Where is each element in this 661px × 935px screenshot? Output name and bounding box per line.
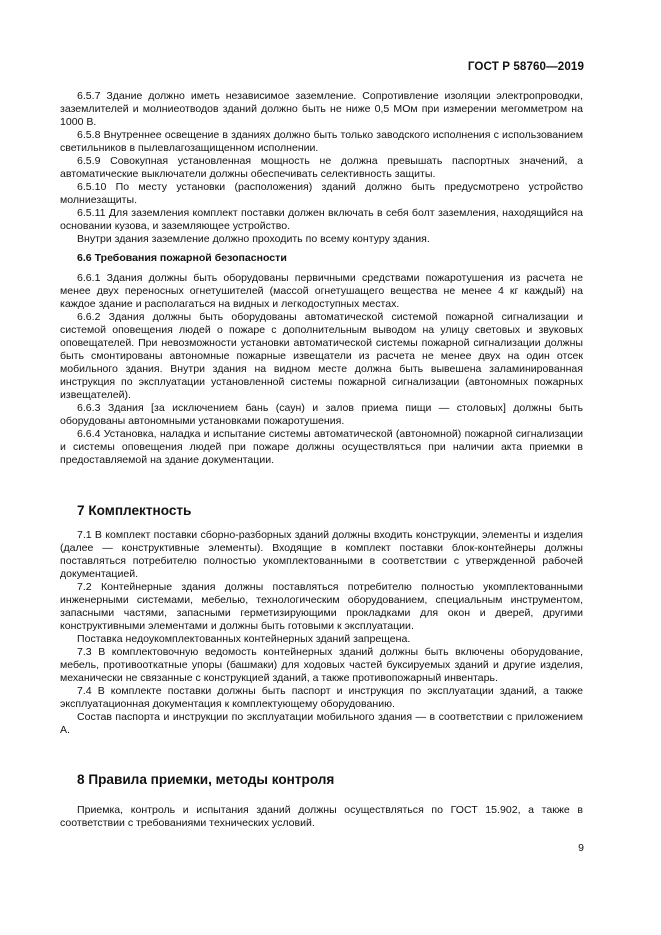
document-header: ГОСТ Р 58760—2019 (467, 60, 584, 73)
page-content (60, 90, 583, 830)
paragraph-7-4-note: Состав паспорта и инструкции по эксплуатации мобильного здания — в соответствии с приложением А. (60, 711, 583, 736)
paragraph-6-6-2: 6.6.2 Здания должны быть оборудованы автоматической системой пожарной сигнализации и системой оповещения людей о пожаре с дополнительным выводом на улицу световых и звуковых оповещателей. При невозможности установки автоматической системы пожарной сигнализации должны быть смонтированы автономные пожарные извещатели из расчета не менее двух на один отсек мобильного здания. Внутри здания на видном месте должна быть вывешена заламинированная инструкция по эксплуатации установленной системы пожарной сигнализации (автономных пожарных извещателей). (60, 311, 583, 401)
subheading-6-6: 6.6 Требования пожарной безопасности (77, 252, 287, 264)
section-6-6 (60, 272, 583, 467)
paragraph-6-5-7: 6.5.7 Здание должно иметь независимое заземление. Сопротивление изоляции электропроводки, заземлителей и молниеотводов зданий должно быть не ниже 0,5 МОм при измерении мегомметром на 1000 В. (60, 90, 583, 128)
paragraph-6-6-4: 6.6.4 Установка, наладка и испытание системы автоматической (автономной) пожарной сигнализации и системы оповещения людей при пожаре должны осуществляться при наличии акта приемки в предоставляемой на здание документации. (60, 428, 583, 466)
section-8-heading: 8 Правила приемки, методы контроля (77, 772, 335, 787)
paragraph-7-2-note: Поставка недоукомплектованных контейнерных зданий запрещена. (77, 633, 411, 645)
paragraph-7-4: 7.4 В комплекте поставки должны быть паспорт и инструкция по эксплуатации зданий, а также эксплуатационная документация к комплектующему оборудованию. (60, 685, 583, 710)
paragraph-grounding-note: Внутри здания заземление должно проходить по всему контуру здания. (77, 233, 430, 245)
section-7-heading: 7 Комплектность (77, 503, 192, 518)
paragraph-7-3: 7.3 В комплектовочную ведомость контейнерных зданий должны быть включены оборудование, мебель, противооткатные упоры (башмаки) для ходовых частей буксируемых зданий и другие изделия, механически не связанные с конструкцией зданий, а также противопожарный инвентарь. (60, 646, 583, 684)
paragraph-7-2: 7.2 Контейнерные здания должны поставляться потребителю полностью укомплектованными инженерными системами, мебелью, технологическим оборудованием, специальным инструментом, запасными частями, запасными герметизирующими прокладками для окон и дверей, другими конструктивными элементами и должны быть готовыми к эксплуатации. (60, 581, 583, 632)
paragraph-6-6-3: 6.6.3 Здания [за исключением бань (саун) и залов приема пищи — столовых] должны быть оборудованы автономными установками пожаротушения. (60, 402, 583, 427)
section-7 (60, 529, 583, 737)
paragraph-8-1: Приемка, контроль и испытания зданий должны осуществляться по ГОСТ 15.902, а также в соответствии с требованиями технических условий. (60, 804, 583, 829)
paragraph-6-5-10: 6.5.10 По месту установки (расположения) зданий должно быть предусмотрено устройство молниезащиты. (60, 181, 583, 206)
paragraph-6-6-1: 6.6.1 Здания должны быть оборудованы первичными средствами пожаротушения из расчета не менее двух переносных огнетушителей (массой огнетушащего вещества не менее 4 кг каждый) на каждое здание и располагаться на видных и легкодоступных местах. (60, 272, 583, 310)
paragraph-6-5-9: 6.5.9 Совокупная установленная мощность не должна превышать паспортных значений, а автоматические выключатели должны обеспечивать селективность защиты. (60, 155, 583, 180)
page-number: 9 (578, 842, 584, 854)
section-6-5-continued (60, 90, 583, 246)
paragraph-6-5-11: 6.5.11 Для заземления комплект поставки должен включать в себя болт заземления, находящийся на основании кузова, и заземляющее устройство. (60, 207, 583, 232)
paragraph-6-5-8: 6.5.8 Внутреннее освещение в зданиях должно быть только заводского исполнения с использованием светильников в пылевлагозащищенном исполнении. (60, 129, 583, 154)
paragraph-7-1: 7.1 В комплект поставки сборно-разборных зданий должны входить конструкции, элементы и изделия (далее — конструктивные элементы). Входящие в комплект поставки блок-контейнеры должны поставляться потребителю полностью укомплектованными в соответствии с утвержденной рабочей документацией. (60, 529, 583, 580)
section-8 (60, 804, 583, 830)
